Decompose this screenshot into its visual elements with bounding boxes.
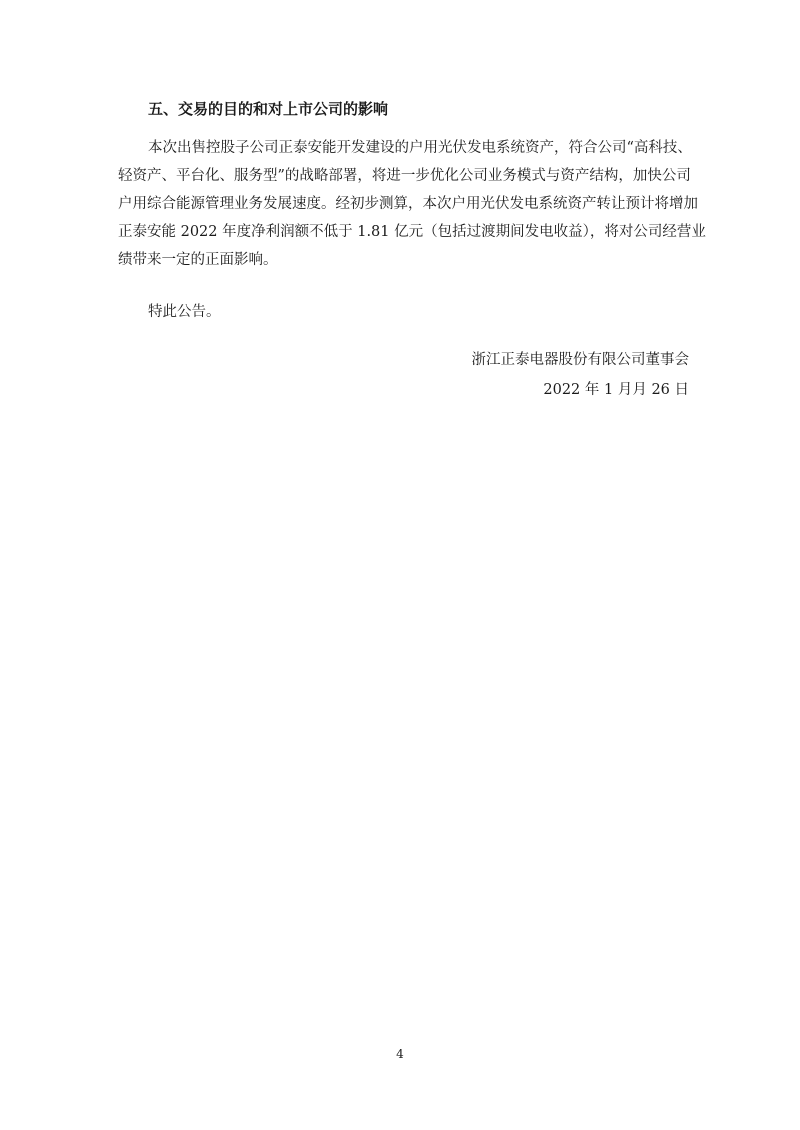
body-line-2: 轻资产、平台化、服务型”的战略部署，将进一步优化公司业务模式与资产结构，加快公司	[118, 168, 691, 184]
body-line-3: 户用综合能源管理业务发展速度。经初步测算，本次户用光伏发电系统资产转让预计将增加	[118, 196, 698, 212]
announcement-date: 2022 年 1 月月 26 日	[543, 382, 689, 398]
signatory: 浙江正泰电器股份有限公司董事会	[471, 352, 689, 368]
body-line-1: 本次出售控股子公司正泰安能开发建设的户用光伏发电系统资产，符合公司“高科技、	[148, 140, 692, 156]
body-line-5: 绩带来一定的正面影响。	[118, 252, 278, 268]
body-line-4: 正泰安能 2022 年度净利润额不低于 1.81 亿元（包括过渡期间发电收益），将对公司经营业	[118, 224, 706, 240]
page-number: 4	[396, 1047, 404, 1061]
closing-statement: 特此公告。	[148, 304, 221, 320]
section-heading: 五、交易的目的和对上市公司的影响	[148, 100, 389, 118]
